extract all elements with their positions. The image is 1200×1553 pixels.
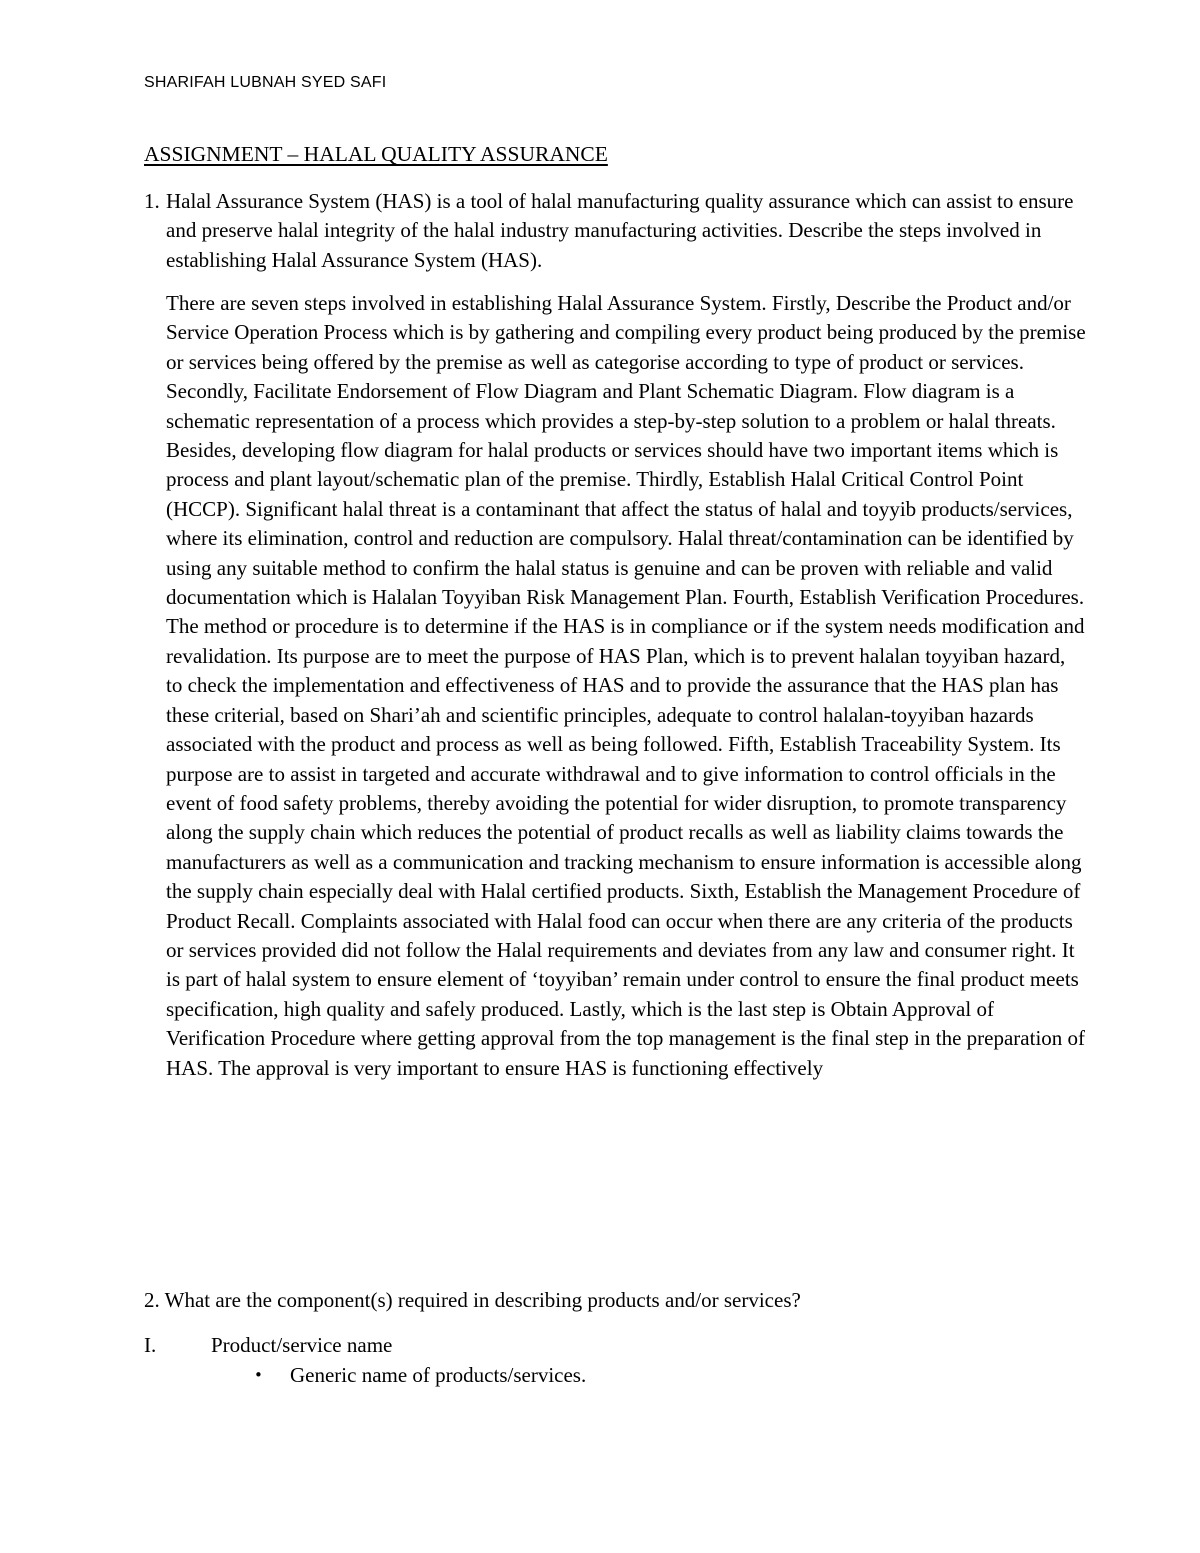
question-2-text: What are the component(s) required in describing products and/or services? <box>164 1288 801 1312</box>
list-item-label: Product/service name <box>211 1333 393 1357</box>
answer-1-paragraph: There are seven steps involved in establishing Halal Assurance System. Firstly, Describe the Product and/or Service Operation Process which is by gathering and compiling every product being produced by the premise or services being offered by the premise as well as categorise according to type of product or services. Secondly, Facilitate Endorsement of Flow Diagram and Plant Schematic Diagram. Flow diagram is a schematic representation of a process which provides a step-by-step solution to a problem or halal threats. Besides, developing flow diagram for halal products or services should have two important items which is process and plant layout/schematic plan of the premise. Thirdly, Establish Halal Critical Control Point (HCCP). Significant halal threat is a contaminant that affect the status of halal and toyyib products/services, where its elimination, control and reduction are compulsory. Halal threat/contamination can be identified by using any suitable method to confirm the halal status is genuine and can be proven with reliable and valid documentation which is Halalan Toyyiban Risk Management Plan. Fourth, Establish Verification Procedures. The method or procedure is to determine if the HAS is in compliance or if the system needs modification and revalidation. Its purpose are to meet the purpose of HAS Plan, which is to prevent halalan toyyiban hazard, to check the implementation and effectiveness of HAS and to provide the assurance that the HAS plan has these criterial, based on Shari’ah and scientific principles, adequate to control halalan-toyyiban hazards associated with the product and process as well as being followed. Fifth, Establish Traceability System. Its purpose are to assist in targeted and accurate withdrawal and to give information to control officials in the event of food safety problems, thereby avoiding the potential for wider disruption, to promote transparency along the supply chain which reduces the potential of product recalls as well as liability claims towards the manufacturers as well as a communication and tracking mechanism to ensure information is accessible along the supply chain especially deal with Halal certified products. Sixth, Establish the Management Procedure of Product Recall. Complaints associated with Halal food can occur when there are any criteria of the products or services provided did not follow the Halal requirements and deviates from any law and consumer right. It is part of halal system to ensure element of ‘toyyiban’ remain under control to ensure the final product meets specification, high quality and safely produced. Lastly, which is the last step is Obtain Approval of Verification Procedure where getting approval from the top management is the final step in the preparation of HAS. The approval is very important to ensure HAS is functioning effectively <box>166 291 1086 1080</box>
sub-list-item: Generic name of products/services. <box>290 1363 587 1387</box>
question-1-text: Halal Assurance System (HAS) is a tool of halal manufacturing quality assurance which can assist to ensure and preserve halal integrity of the halal industry manufacturing activities. Describe the steps involved in establishing Halal Assurance System (HAS). <box>166 189 1074 272</box>
list-item-number: I. <box>144 1333 157 1357</box>
question-2-number: 2. <box>144 1288 160 1312</box>
author-name: SHARIFAH LUBNAH SYED SAFI <box>144 74 387 91</box>
question-1-number: 1. <box>144 189 160 213</box>
bullet-icon: • <box>254 1366 263 1384</box>
assignment-title: ASSIGNMENT – HALAL QUALITY ASSURANCE <box>144 142 608 166</box>
question-1 <box>144 187 1084 275</box>
question-2 <box>144 1286 1084 1315</box>
